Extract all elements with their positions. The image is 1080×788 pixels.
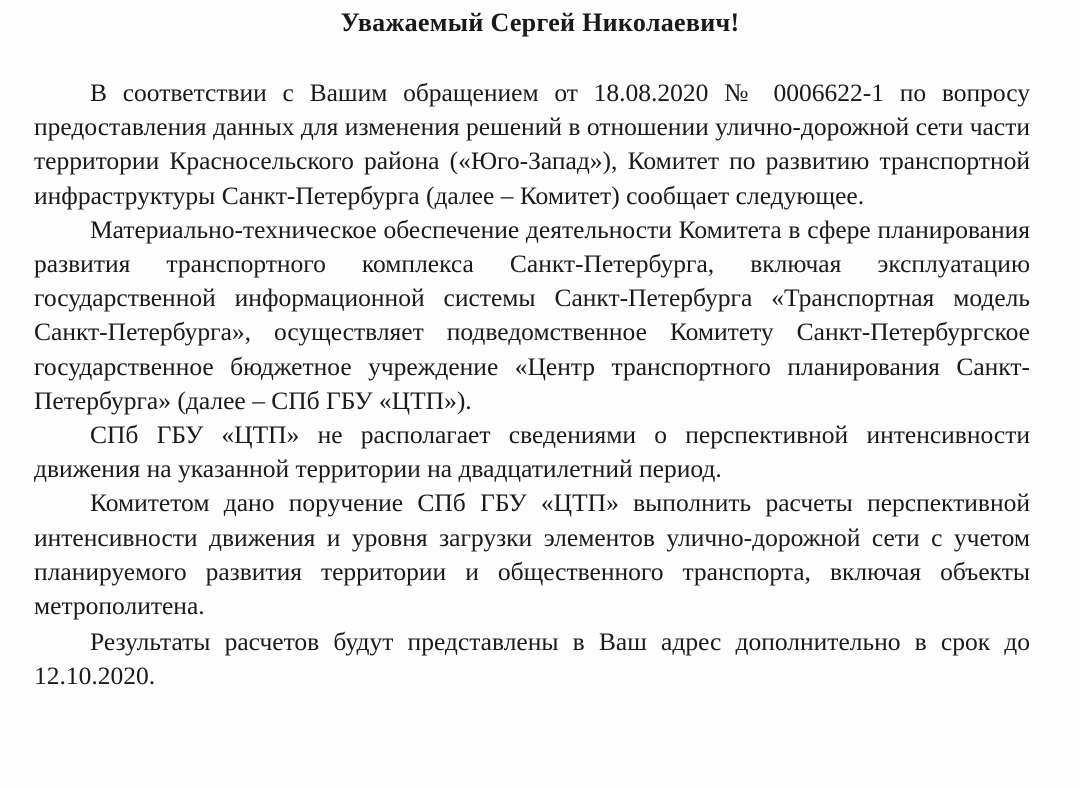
letter-body — [34, 76, 1030, 694]
paragraph-calculation-order: Комитетом дано поручение СПб ГБУ «ЦТП» выполнить расчеты перспективной интенсивности движения и уровня загрузки элементов улично-дорожной сети с учетом планируемого развития территории и общественного транспорта, включая объекты метрополитена. — [34, 488, 1030, 621]
paragraph-results-deadline: Результаты расчетов будут представлены в Ваш адрес дополнительно в срок до 12.10.2020. — [34, 627, 1030, 691]
paragraph-material-support: Материально-техническое обеспечение деятельности Комитета в сфере планирования развития транспортного комплекса Санкт-Петербурга, включая эксплуатацию государственной информационной системы Санкт-Петербурга «Транспортная модель Санкт-Петербурга», осуществляет подведомственное Комитету Санкт-Петербургское государственное бюджетное учреждение «Центр транспортного планирования Санкт-Петербурга» (далее – СПб ГБУ «ЦТП»). — [34, 214, 1030, 415]
paragraph-request-reference: В соответствии с Вашим обращением от 18.08.2020 № 0006622-1 по вопросу предоставления данных для изменения решений в отношении улично-дорожной сети части территории Красносельского района («Юго-Запад»), Комитет по развитию транспортной инфраструктуры Санкт-Петербурга (далее – Комитет) сообщает следующее. — [34, 78, 1030, 210]
paragraph-no-information: СПб ГБУ «ЦТП» не располагает сведениями о перспективной интенсивности движения на указанной территории на двадцатилетний период. — [34, 420, 1030, 484]
salutation-heading: Уважаемый Сергей Николаевич! — [340, 8, 740, 37]
